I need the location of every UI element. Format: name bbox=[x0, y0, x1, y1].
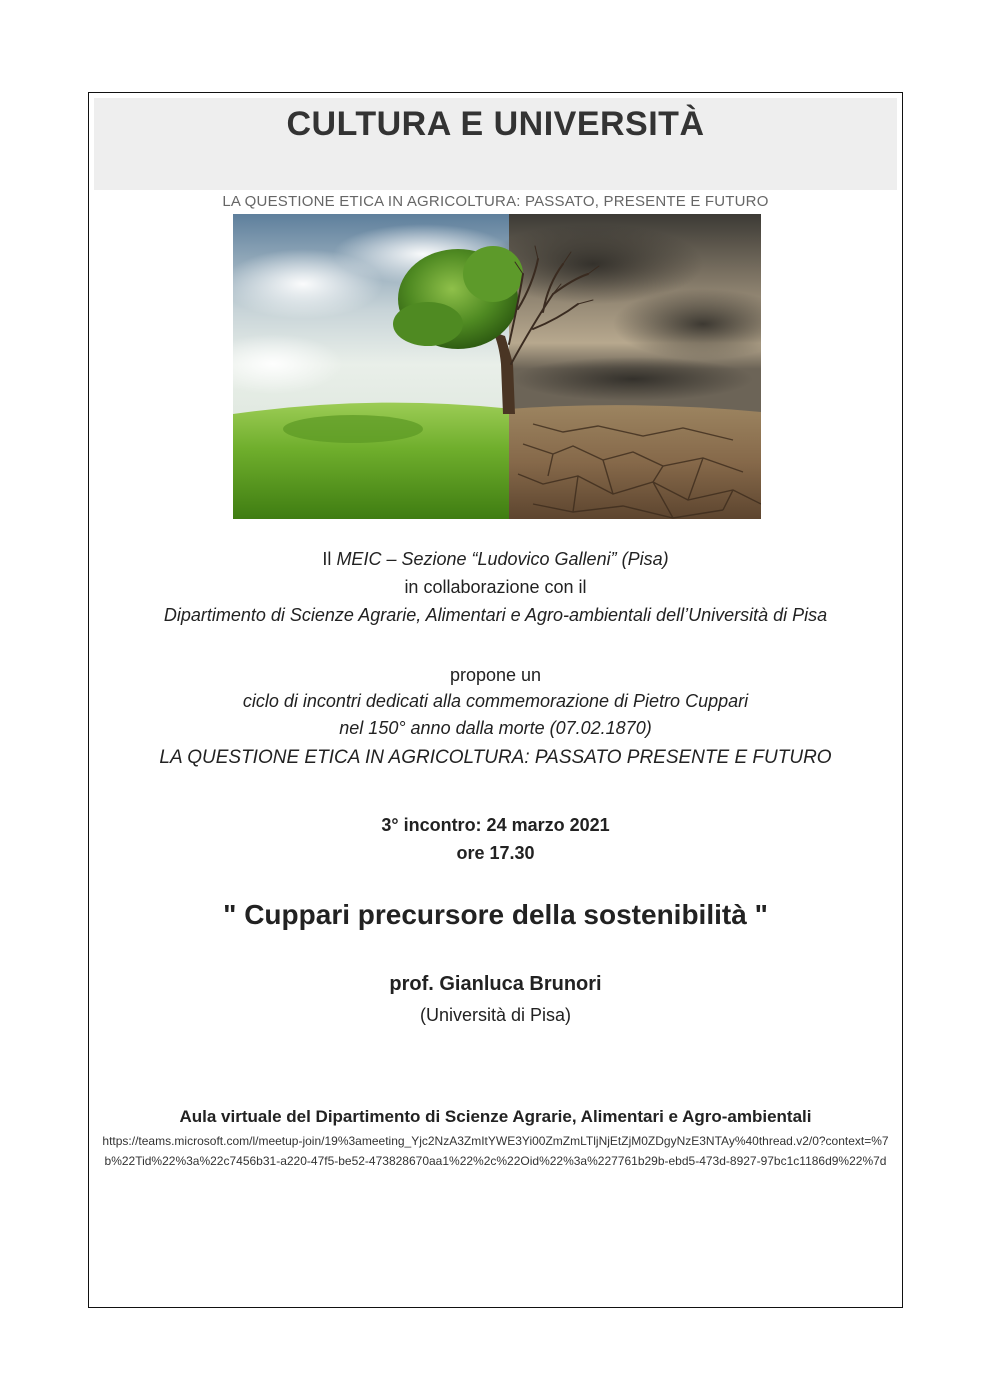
meeting-link[interactable]: https://teams.microsoft.com/l/meetup-join/19%3ameeting_Yjc2NzA3ZmItYWE3Yi00ZmZmLTljNjEtZjM0ZDgyNzE3NTAy%40thread.v2/0?context=%7b%22Tid%22%3a%22c7456b31-a220-47f5-be52-473828670aa1%22%2c%22Oid%22%3a%227761b29b-ebd5-473d-8927-97bc1c1186d9%22%7d bbox=[102, 1134, 889, 1168]
hero-illustration bbox=[233, 214, 761, 519]
poster-frame bbox=[88, 92, 903, 1308]
proposal-intro: propone un bbox=[449, 665, 542, 685]
series-subtitle: LA QUESTIONE ETICA IN AGRICOLTURA: PASSATO, PRESENTE E FUTURO bbox=[222, 193, 769, 210]
department-name: Dipartimento di Scienze Agrarie, Alimentari e Agro-ambientali dell’Università di Pisa bbox=[163, 605, 828, 625]
series-description: ciclo di incontri dedicati alla commemorazione di Pietro Cuppari bbox=[242, 691, 749, 711]
page-title: CULTURA E UNIVERSITÀ bbox=[286, 105, 705, 143]
speaker-affiliation: (Università di Pisa) bbox=[419, 1005, 572, 1025]
event-time: ore 17.30 bbox=[456, 843, 535, 863]
speaker-name: prof. Gianluca Brunori bbox=[389, 973, 602, 995]
anniversary-line: nel 150° anno dalla morte (07.02.1870) bbox=[339, 718, 652, 738]
organizer-prefix: Il bbox=[322, 549, 337, 569]
venue-label: Aula virtuale del Dipartimento di Scienze Agrarie, Alimentari e Agro-ambientali bbox=[179, 1107, 812, 1126]
tree-half-green-half-dry-image bbox=[233, 214, 761, 519]
talk-title: " Cuppari precursore della sostenibilità " bbox=[223, 899, 768, 930]
collaboration-line: in collaborazione con il bbox=[404, 577, 587, 597]
series-title: LA QUESTIONE ETICA IN AGRICOLTURA: PASSATO PRESENTE E FUTURO bbox=[159, 747, 832, 768]
organizer-line bbox=[89, 549, 902, 570]
event-date: 3° incontro: 24 marzo 2021 bbox=[381, 815, 610, 835]
organizer-name: MEIC – Sezione “Ludovico Galleni” (Pisa) bbox=[336, 549, 669, 569]
